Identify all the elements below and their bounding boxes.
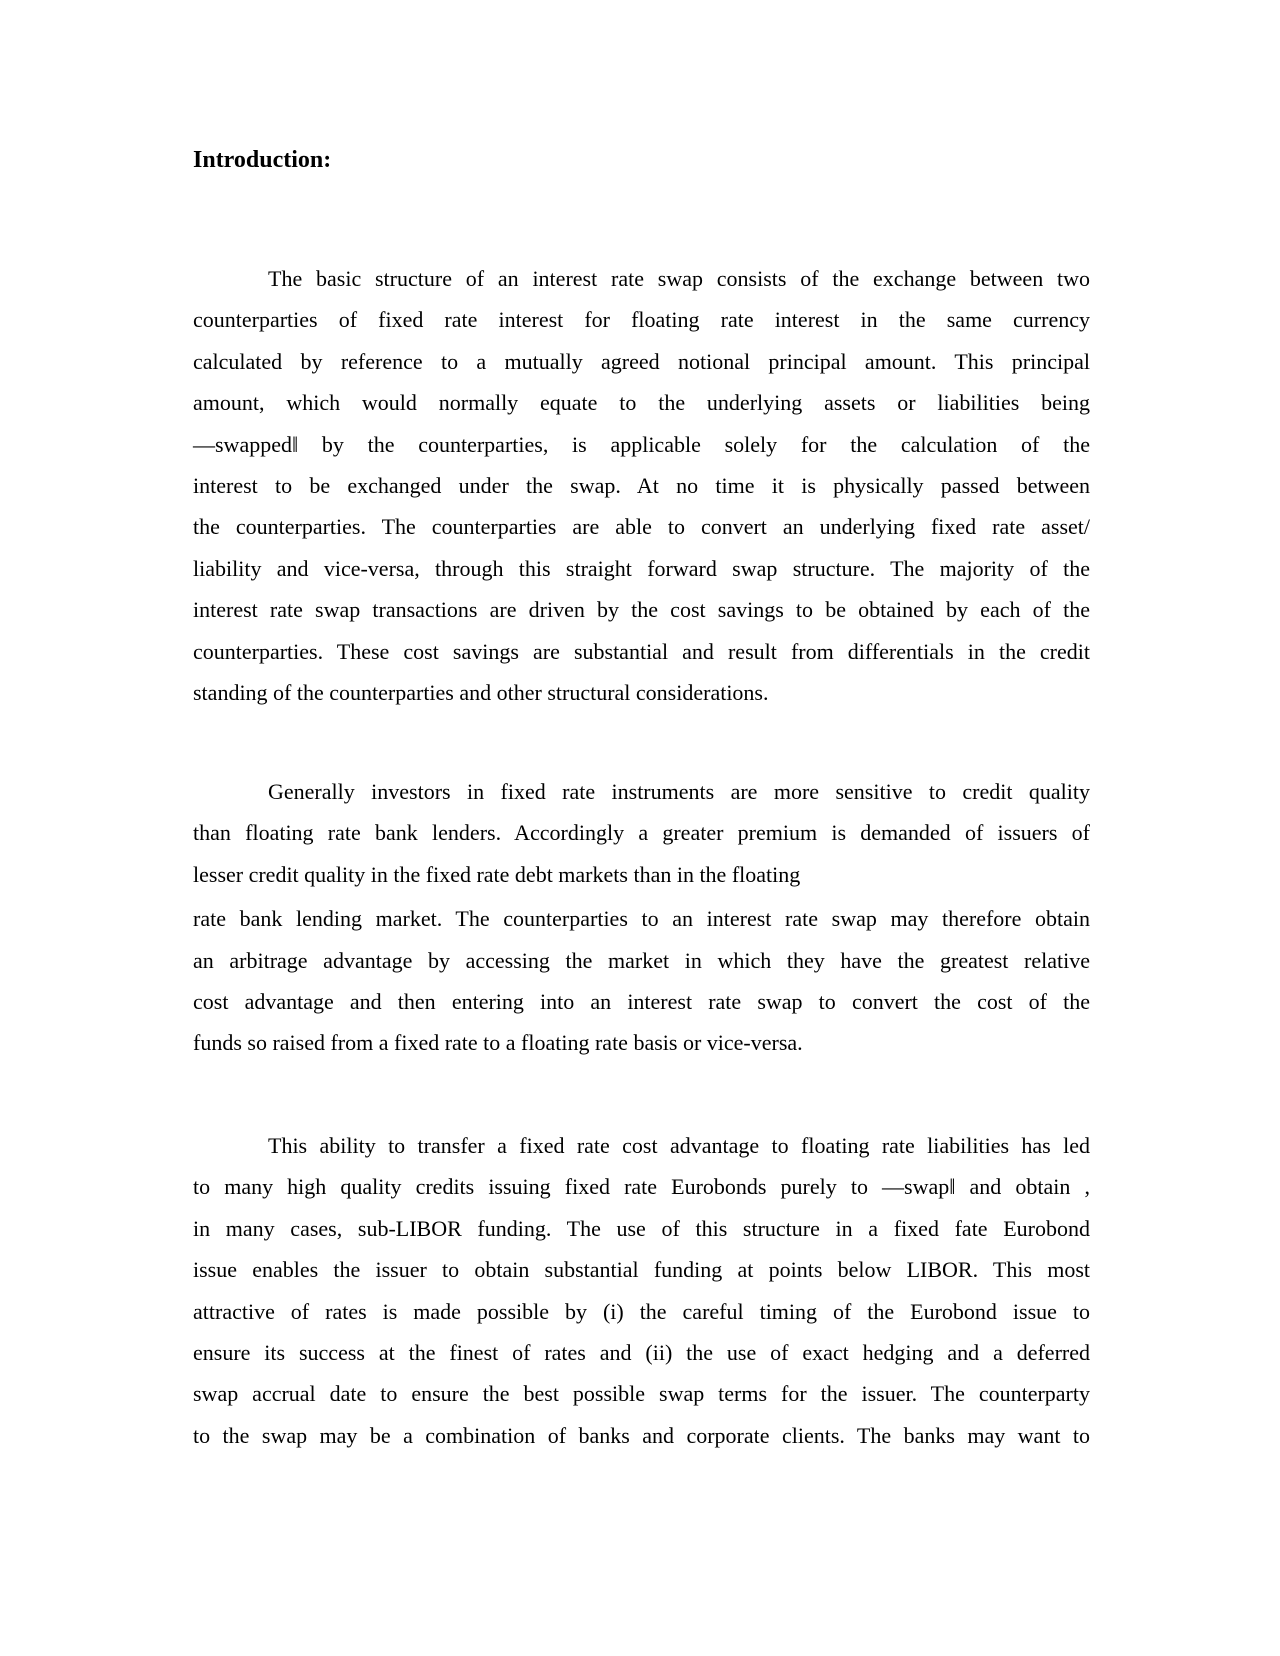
text-line: than floating rate bank lenders. Accordingly a greater premium is demanded of issuers of — [193, 820, 1090, 846]
section-heading: Introduction: — [193, 147, 332, 173]
text-line: liability and vice-versa, through this straight forward swap structure. The majority of the — [193, 555, 1090, 581]
paragraph-investors — [193, 771, 1090, 1064]
text-line: Generally investors in fixed rate instruments are more sensitive to credit quality — [268, 779, 1090, 804]
text-line: interest rate swap transactions are driven by the cost savings to be obtained by each of the — [193, 597, 1090, 623]
paragraph-basic-structure — [193, 258, 1090, 713]
text-line: an arbitrage advantage by accessing the market in which they have the greatest relative — [193, 947, 1090, 973]
text-line: in many cases, sub-LIBOR funding. The use of this structure in a fixed fate Eurobond — [193, 1215, 1090, 1241]
text-line: counterparties of fixed rate interest for floating rate interest in the same currency — [193, 307, 1090, 333]
text-line: amount, which would normally equate to the underlying assets or liabilities being — [193, 390, 1090, 416]
text-line: lesser credit quality in the fixed rate debt markets than in the floating — [193, 861, 801, 887]
text-line: rate bank lending market. The counterparties to an interest rate swap may therefore obtain — [193, 906, 1090, 932]
text-line: This ability to transfer a fixed rate cost advantage to floating rate liabilities has led — [268, 1133, 1090, 1158]
text-line: funds so raised from a fixed rate to a floating rate basis or vice-versa. — [193, 1030, 803, 1056]
text-line: attractive of rates is made possible by (i) the careful timing of the Eurobond issue to — [193, 1298, 1090, 1324]
text-line: standing of the counterparties and other structural considerations. — [193, 679, 769, 705]
text-line: to the swap may be a combination of banks and corporate clients. The banks may want to — [193, 1422, 1090, 1448]
text-line: calculated by reference to a mutually agreed notional principal amount. This principal — [193, 348, 1090, 374]
text-line: swap accrual date to ensure the best possible swap terms for the issuer. The counterparty — [193, 1381, 1090, 1407]
text-line: counterparties. These cost savings are substantial and result from differentials in the credit — [193, 638, 1090, 664]
text-line: cost advantage and then entering into an interest rate swap to convert the cost of the — [193, 988, 1090, 1014]
text-line: ensure its success at the finest of rates and (ii) the use of exact hedging and a deferred — [193, 1339, 1090, 1365]
text-line: the counterparties. The counterparties are able to convert an underlying fixed rate asset/ — [193, 514, 1090, 540]
text-line: interest to be exchanged under the swap. At no time it is physically passed between — [193, 472, 1090, 498]
paragraph-cost-advantage — [193, 1125, 1090, 1456]
text-line: —swapped‖ by the counterparties, is applicable solely for the calculation of the — [193, 431, 1090, 457]
text-line: The basic structure of an interest rate swap consists of the exchange between two — [268, 266, 1090, 291]
text-line: to many high quality credits issuing fixed rate Eurobonds purely to —swap‖ and obtain , — [193, 1174, 1090, 1200]
text-line: issue enables the issuer to obtain substantial funding at points below LIBOR. This most — [193, 1257, 1090, 1283]
